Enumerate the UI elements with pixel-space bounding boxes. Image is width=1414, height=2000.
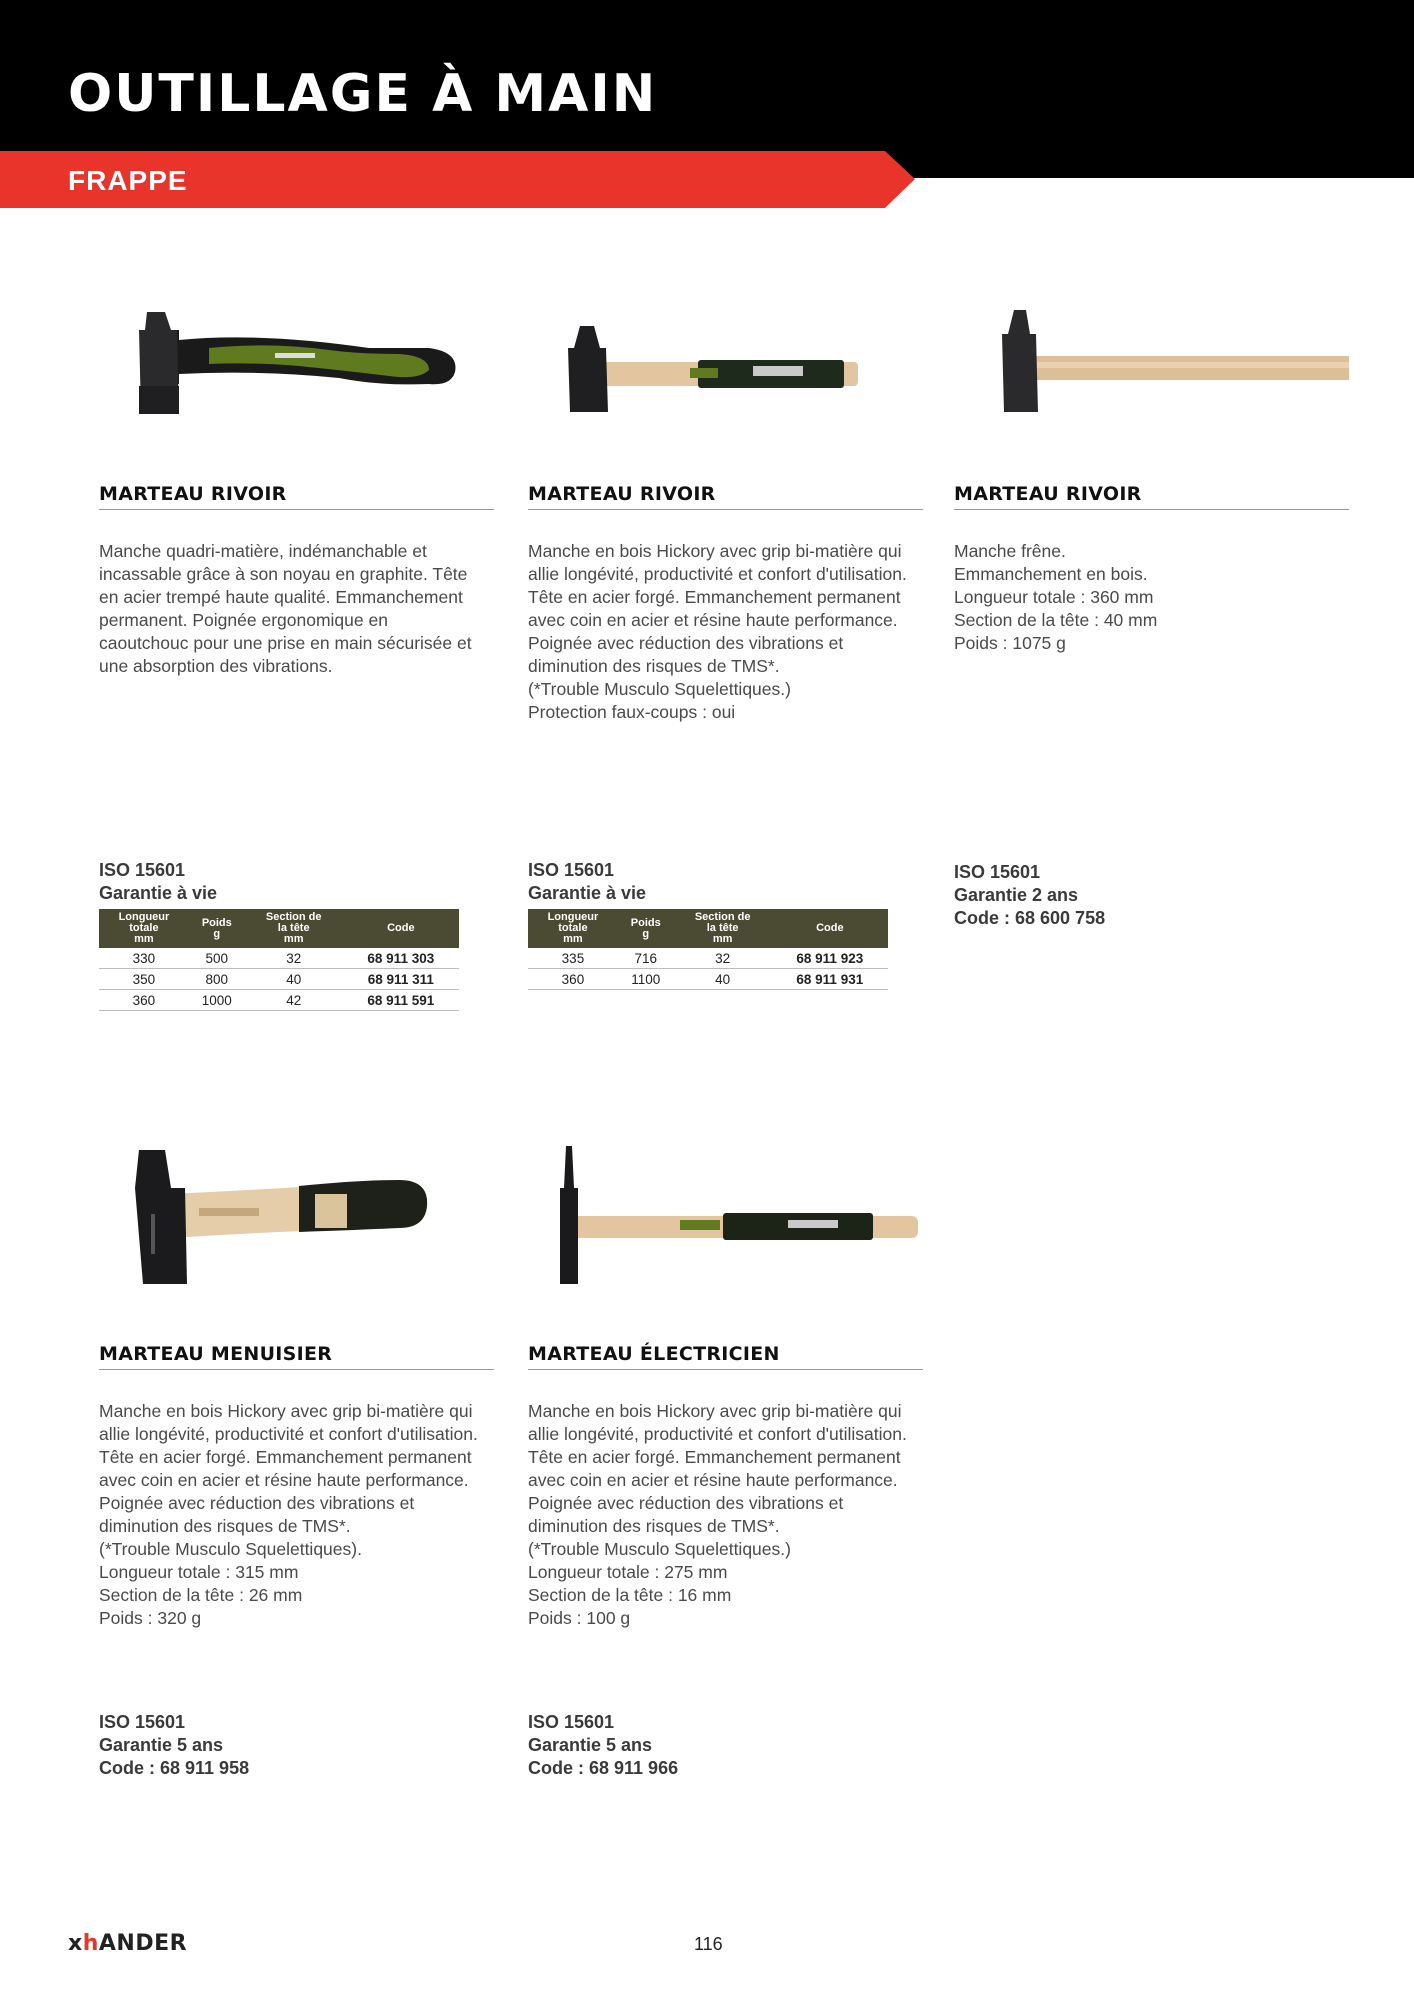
table-row <box>99 969 459 990</box>
spec-table <box>99 909 459 1011</box>
table-row <box>528 948 888 969</box>
hammer-carpenter-icon <box>99 1150 494 1300</box>
section-title: FRAPPE <box>68 165 188 196</box>
logo-h: h <box>82 1931 99 1956</box>
product-standard: ISO 15601 <box>528 1712 615 1732</box>
product-meta <box>99 859 217 905</box>
product-code: Code : 68 911 966 <box>528 1758 679 1778</box>
product-meta <box>99 1711 249 1780</box>
cell-section: 40 <box>245 969 343 990</box>
cell-code: 68 911 931 <box>772 969 888 990</box>
hammer-ash-wood-icon <box>954 290 1349 440</box>
product-warranty: Garantie à vie <box>99 883 218 903</box>
product-meta <box>954 861 1105 930</box>
cell-code: 68 911 303 <box>343 948 459 969</box>
cell-length: 360 <box>528 969 618 990</box>
product-warranty: Garantie 5 ans <box>528 1735 653 1755</box>
logo-x: x <box>68 1931 83 1956</box>
cell-code: 68 911 923 <box>772 948 888 969</box>
product-description: Manche frêne. Emmanchement en bois. Longueur totale : 360 mm Section de la tête : 40 mm Poids : 1075 g <box>954 541 1158 653</box>
cell-section: 32 <box>674 948 772 969</box>
cell-section: 42 <box>245 990 343 1011</box>
column-header-code: Code <box>343 909 459 948</box>
cell-code: 68 911 311 <box>343 969 459 990</box>
hammer-hickory-icon <box>528 290 923 440</box>
cell-code: 68 911 591 <box>343 990 459 1011</box>
product-card <box>528 1150 923 1630</box>
cell-section: 40 <box>674 969 772 990</box>
column-header-length: Longueur totale mm <box>99 909 189 948</box>
cell-weight: 1100 <box>618 969 674 990</box>
product-standard: ISO 15601 <box>99 1712 186 1732</box>
product-card <box>528 290 923 724</box>
column-header-weight: Poids g <box>189 909 245 948</box>
product-standard: ISO 15601 <box>528 860 615 880</box>
product-standard: ISO 15601 <box>99 860 186 880</box>
cell-weight: 500 <box>189 948 245 969</box>
table-row <box>528 969 888 990</box>
column-header-length: Longueur totale mm <box>528 909 618 948</box>
cell-weight: 1000 <box>189 990 245 1011</box>
product-title: MARTEAU RIVOIR <box>528 483 923 510</box>
hammer-quad-material-icon <box>99 290 494 440</box>
product-card <box>99 1150 494 1630</box>
product-title: MARTEAU RIVOIR <box>954 483 1349 510</box>
column-header-code: Code <box>772 909 888 948</box>
product-description: Manche en bois Hickory avec grip bi-matière qui allie longévité, productivité et confort d'utilisation. Tête en acier forgé. Emmanchement permanent avec coin en acier et résine haute performance. Poignée avec réduction des vibrations et diminution des risques de TMS*. (*Trouble Musculo Squelettiques). Longueur totale : 315 mm Section de la tête : 26 mm Poids : 320 g <box>99 1401 478 1628</box>
page-number: 116 <box>694 1934 723 1954</box>
product-description: Manche en bois Hickory avec grip bi-matière qui allie longévité, productivité et confort d'utilisation. Tête en acier forgé. Emmanchement permanent avec coin en acier et résine haute performance. Poignée avec réduction des vibrations et diminution des risques de TMS*. (*Trouble Musculo Squelettiques.) Longueur totale : 275 mm Section de la tête : 16 mm Poids : 100 g <box>528 1401 907 1628</box>
product-warranty: Garantie 5 ans <box>99 1735 224 1755</box>
cell-length: 360 <box>99 990 189 1011</box>
column-header-weight: Poids g <box>618 909 674 948</box>
logo-wordmark: ANDER <box>98 1931 188 1956</box>
cell-weight: 800 <box>189 969 245 990</box>
column-header-section: Section de la tête mm <box>245 909 343 948</box>
brand-logo <box>68 1931 187 1956</box>
product-title: MARTEAU RIVOIR <box>99 483 494 510</box>
cell-length: 335 <box>528 948 618 969</box>
product-description: Manche en bois Hickory avec grip bi-matière qui allie longévité, productivité et confort d'utilisation. Tête en acier forgé. Emmanchement permanent avec coin en acier et résine haute performance. Poignée avec réduction des vibrations et diminution des risques de TMS*. (*Trouble Musculo Squelettiques.) Protection faux-coups : oui <box>528 541 907 722</box>
table-row <box>99 948 459 969</box>
cell-weight: 716 <box>618 948 674 969</box>
product-meta <box>528 1711 678 1780</box>
table-row <box>99 990 459 1011</box>
product-description: Manche quadri-matière, indémanchable et incassable grâce à son noyau en graphite. Tête en acier trempé haute qualité. Emmanchement permanent. Poignée ergonomique en caoutchouc pour une prise en main sécurisée et une absorption des vibrations. <box>99 541 472 676</box>
cell-length: 350 <box>99 969 189 990</box>
page-title: OUTILLAGE À MAIN <box>68 64 658 124</box>
product-warranty: Garantie 2 ans <box>954 885 1079 905</box>
cell-section: 32 <box>245 948 343 969</box>
cell-length: 330 <box>99 948 189 969</box>
product-code: Code : 68 600 758 <box>954 908 1106 928</box>
product-standard: ISO 15601 <box>954 862 1041 882</box>
hammer-electrician-icon <box>528 1150 923 1300</box>
product-title: MARTEAU ÉLECTRICIEN <box>528 1343 923 1370</box>
product-card <box>99 290 494 678</box>
column-header-section: Section de la tête mm <box>674 909 772 948</box>
product-meta <box>528 859 646 905</box>
product-warranty: Garantie à vie <box>528 883 647 903</box>
product-code: Code : 68 911 958 <box>99 1758 250 1778</box>
product-card <box>954 290 1349 655</box>
spec-table <box>528 909 888 990</box>
product-title: MARTEAU MENUISIER <box>99 1343 494 1370</box>
